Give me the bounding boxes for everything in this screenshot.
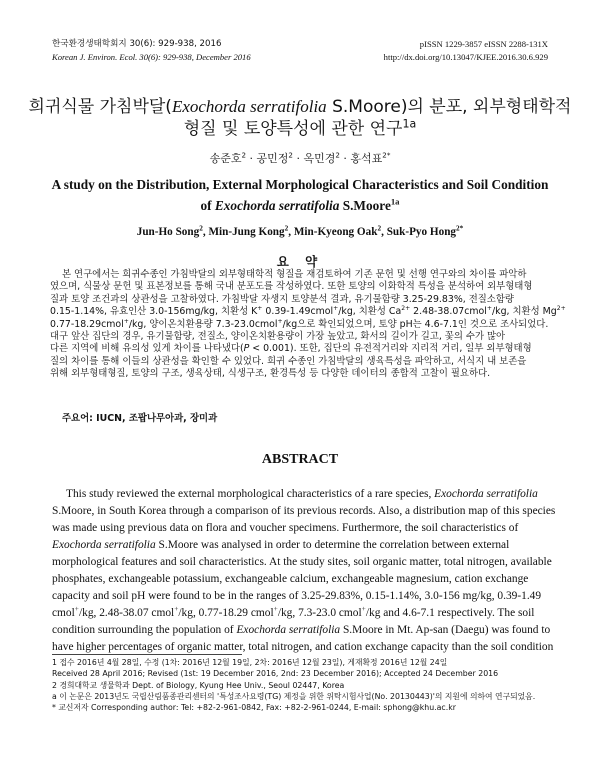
text: 2.48-38.07cmol	[410, 306, 487, 318]
english-title-species: Exochorda serratifolia	[214, 198, 340, 213]
abstract-line	[52, 605, 548, 622]
korean-abstract	[50, 269, 566, 381]
english-author: Suk-Pyo Hong	[386, 226, 457, 238]
korean-title-pre: 희귀식물 가침박달(	[28, 97, 172, 117]
sup: +	[74, 604, 79, 614]
sup: 2+	[556, 305, 566, 313]
korean-abstract-line	[50, 343, 550, 355]
text: /kg, 0.77-18.29 cmol	[178, 607, 274, 619]
abstract-line: capacity and soil pH were found to be in the ranges of 3.25-29.83%, 0.15-1.14%, 3.0-156 mg/kg, 0.39-1.49	[52, 590, 542, 602]
english-abstract	[52, 486, 556, 656]
korean-abstract-line: 였으며, 식물상 문헌 및 표본정보를 통해 국내 분포도를 작성하였다. 또한 토양의 이화학적 특성을 분석하여 외부형태형	[50, 281, 533, 293]
abstract-line	[52, 622, 551, 639]
text: 0.39-1.49cmol	[262, 306, 334, 318]
sup: +	[333, 305, 339, 313]
author-sup: 2	[241, 150, 247, 160]
text: 0.77-18.29cmol	[50, 318, 124, 330]
korean-keywords: 주요어: IUCN, 조팝나무아과, 장미과	[62, 413, 218, 424]
korean-title	[0, 96, 600, 140]
abstract-line: morphological features and soil characteristics. At the study sites, soil organic matter, total nitrogen, available	[52, 556, 552, 568]
footnote-affiliation: 2 경희대학교 생물학과 Dept. of Biology, Kyung Hee Univ., Seoul 02447, Korea	[52, 680, 345, 690]
text: /kg, 치환성 Mg	[492, 306, 557, 318]
english-authors: Jun-Ho Song$^2$, Min-Jung Kong$^2$, Min-Kyeong Oak$^2$, Suk-Pyo Hong$^{2*}$	[136, 224, 464, 238]
footnotes	[52, 657, 548, 713]
text: 0.15-1.14%, 유효인산 3.0-156mg/kg, 치환성 K	[50, 306, 258, 318]
sup: +	[273, 604, 278, 614]
abstract-line: was made using previous data on flora and voucher specimens. Furthermore, the soil characteristics of	[52, 522, 519, 534]
korean-title-sup: 1a	[402, 117, 417, 131]
abstract-line: S.Moore, in South Korea through a comparison of its previous records. Also, a distribution map of this species	[52, 505, 556, 517]
abstract-heading: ABSTRACT	[261, 452, 339, 467]
footnote-funding: a 이 논문은 2013년도 국립산림품종관리센터의 '특성조사요령(TG) 제정을 위한 위탁시험사업(No. 20130443)'의 지원에 의하여 연구되었음.	[52, 691, 536, 701]
p-value-symbol: P	[243, 343, 250, 355]
journal-header-english: Korean J. Environ. Ecol. 30(6): 929-938, December 2016	[52, 52, 251, 62]
footnote-divider	[52, 654, 242, 655]
species-name: Exochorda serratifolia	[434, 488, 538, 500]
english-author: Jun-Ho Song	[136, 226, 200, 238]
footnote-corresponding-author: * 교신저자 Corresponding author: Tel: +82-2-961-0842, Fax: +82-2-961-0244, E-mail: sphong@khu.ac.kr	[52, 703, 456, 713]
text: /kg, 치환성 Ca	[338, 306, 402, 318]
text: 다른 지역에 비해 유의성 있게 차이를 나타냈다(	[50, 343, 244, 355]
korean-title-post: S.Moore)의 분포, 외부형태학적	[326, 97, 572, 117]
english-author: Min-Jung Kong	[208, 226, 285, 238]
doi-link[interactable]: http://dx.doi.org/10.13047/KJEE.2016.30.6.929	[383, 52, 548, 62]
english-title-pre: of	[200, 198, 215, 213]
korean-abstract-line: 대구 앞산 집단의 경우, 유기물함량, 전질소, 양이온치환용량이 가장 높았고, 화서의 길이가 길고, 꽃의 수가 많아	[50, 331, 506, 343]
korean-author: 공민정	[256, 152, 289, 165]
abstract-line	[52, 537, 548, 554]
korean-abstract-line: 질의 차이를 통해 이들의 상관성을 확인할 수 있었다. 희귀 수종인 가침박달의 생육특성을 파악하고, 서식지 내 보존을	[50, 355, 527, 367]
english-title-line1: A study on the Distribution, External Morphological Characteristics and Soil Condition	[51, 177, 549, 192]
footnote-received-en: Received 28 April 2016; Revised (1st: 19 December 2016, 2nd: 23 December 2016); Accepted 24 December 2016	[52, 669, 499, 679]
text: /kg, 7.3-23.0 cmol	[277, 607, 362, 619]
sup: +	[123, 317, 129, 325]
korean-abstract-heading: 요 약	[276, 254, 324, 269]
korean-abstract-line: 질과 토양 조건과의 상관성을 고찰하였다. 가침박달 자생지 토양분석 결과, 유기물함량 3.25-29.83%, 전질소함량	[50, 293, 514, 305]
text: /kg, 양이온치환용량 7.3-23.0cmol	[128, 318, 278, 330]
korean-title-line2: 형질 및 토양특성에 관한 연구	[183, 119, 403, 139]
korean-title-species: Exochorda serratifolia	[171, 97, 327, 116]
text: cmol	[52, 607, 75, 619]
korean-abstract-line	[50, 319, 550, 331]
author-sup: 2*	[382, 150, 391, 160]
abstract-line	[52, 486, 548, 503]
author-sup: 2	[199, 224, 203, 233]
korean-author: 홍석표	[350, 152, 383, 165]
sup: +	[257, 305, 263, 313]
text: < 0.001). 또한, 집단의 유전적거리와 지리적 거리, 일부 외부형태형	[249, 343, 532, 355]
text: This study reviewed the external morphological characteristics of a rare species,	[66, 488, 435, 500]
korean-authors: 송준호$^2$ · 공민정$^2$ · 옥민경$^2$ · 홍석표$^{2*}$	[209, 150, 391, 165]
author-sup: 2	[284, 224, 289, 233]
abstract-line: have higher percentages of organic matter, total nitrogen, and cation exchange capacity than the soil condition	[52, 641, 554, 653]
english-title	[40, 174, 560, 216]
english-title-sup: 1a	[390, 196, 400, 207]
sup: 2+	[401, 305, 411, 313]
korean-abstract-line: 위해 외부형태형질, 토양의 구조, 생육상태, 식생구조, 환경특성 등 다양한 데이터의 종합적 고찰이 필요하다.	[50, 368, 491, 380]
species-name: Exochorda serratifolia	[52, 539, 156, 551]
issn: pISSN 1229-3857 eISSN 2288-131X	[419, 39, 548, 49]
abstract-line: phosphates, exchangeable potassium, exchangeable calcium, exchangeable magnesium, cation exchange	[52, 573, 529, 585]
text: condition surrounding the population of	[52, 624, 237, 636]
sup: +	[361, 604, 366, 614]
author-sup: 2	[288, 150, 293, 160]
author-sup: 2	[335, 150, 340, 160]
korean-abstract-line: 본 연구에서는 희귀수종인 가침박달의 외부형태학적 형질을 재검토하여 기존 문헌 및 선행 연구와의 차이를 파악하	[62, 269, 527, 280]
species-name: Exochorda serratifolia	[236, 624, 341, 636]
korean-author: 송준호	[209, 152, 242, 165]
sup: +	[277, 317, 283, 325]
sup: +	[486, 305, 492, 313]
korean-author: 옥민경	[303, 152, 336, 165]
footnote-received: 1 접수 2016년 4월 28일, 수정 (1차: 2016년 12월 19일, 2차: 2016년 12월 23일), 게재확정 2016년 12월 24일	[52, 658, 448, 667]
english-title-post: S.Moore	[339, 198, 391, 213]
author-sup: 2	[377, 224, 382, 233]
text: /kg and 4.6-7.1 respectively. The soil	[365, 607, 535, 619]
text: S.Moore in Mt. Ap-san (Daegu) was found to	[340, 624, 551, 636]
text: S.Moore was analysed in order to determine the correlation between external	[155, 539, 510, 551]
text: /kg, 2.48-38.07 cmol	[78, 607, 175, 619]
english-author: Min-Kyeong Oak	[293, 226, 378, 238]
author-sup: 2*	[456, 224, 464, 233]
journal-header-korean: 한국환경생태학회지 30(6): 929-938, 2016	[52, 39, 222, 49]
text: /kg으로 확인되었으며, 토양 pH는 4.6-7.1인 것으로 조사되었다.	[282, 318, 549, 330]
sup: +	[174, 604, 179, 614]
